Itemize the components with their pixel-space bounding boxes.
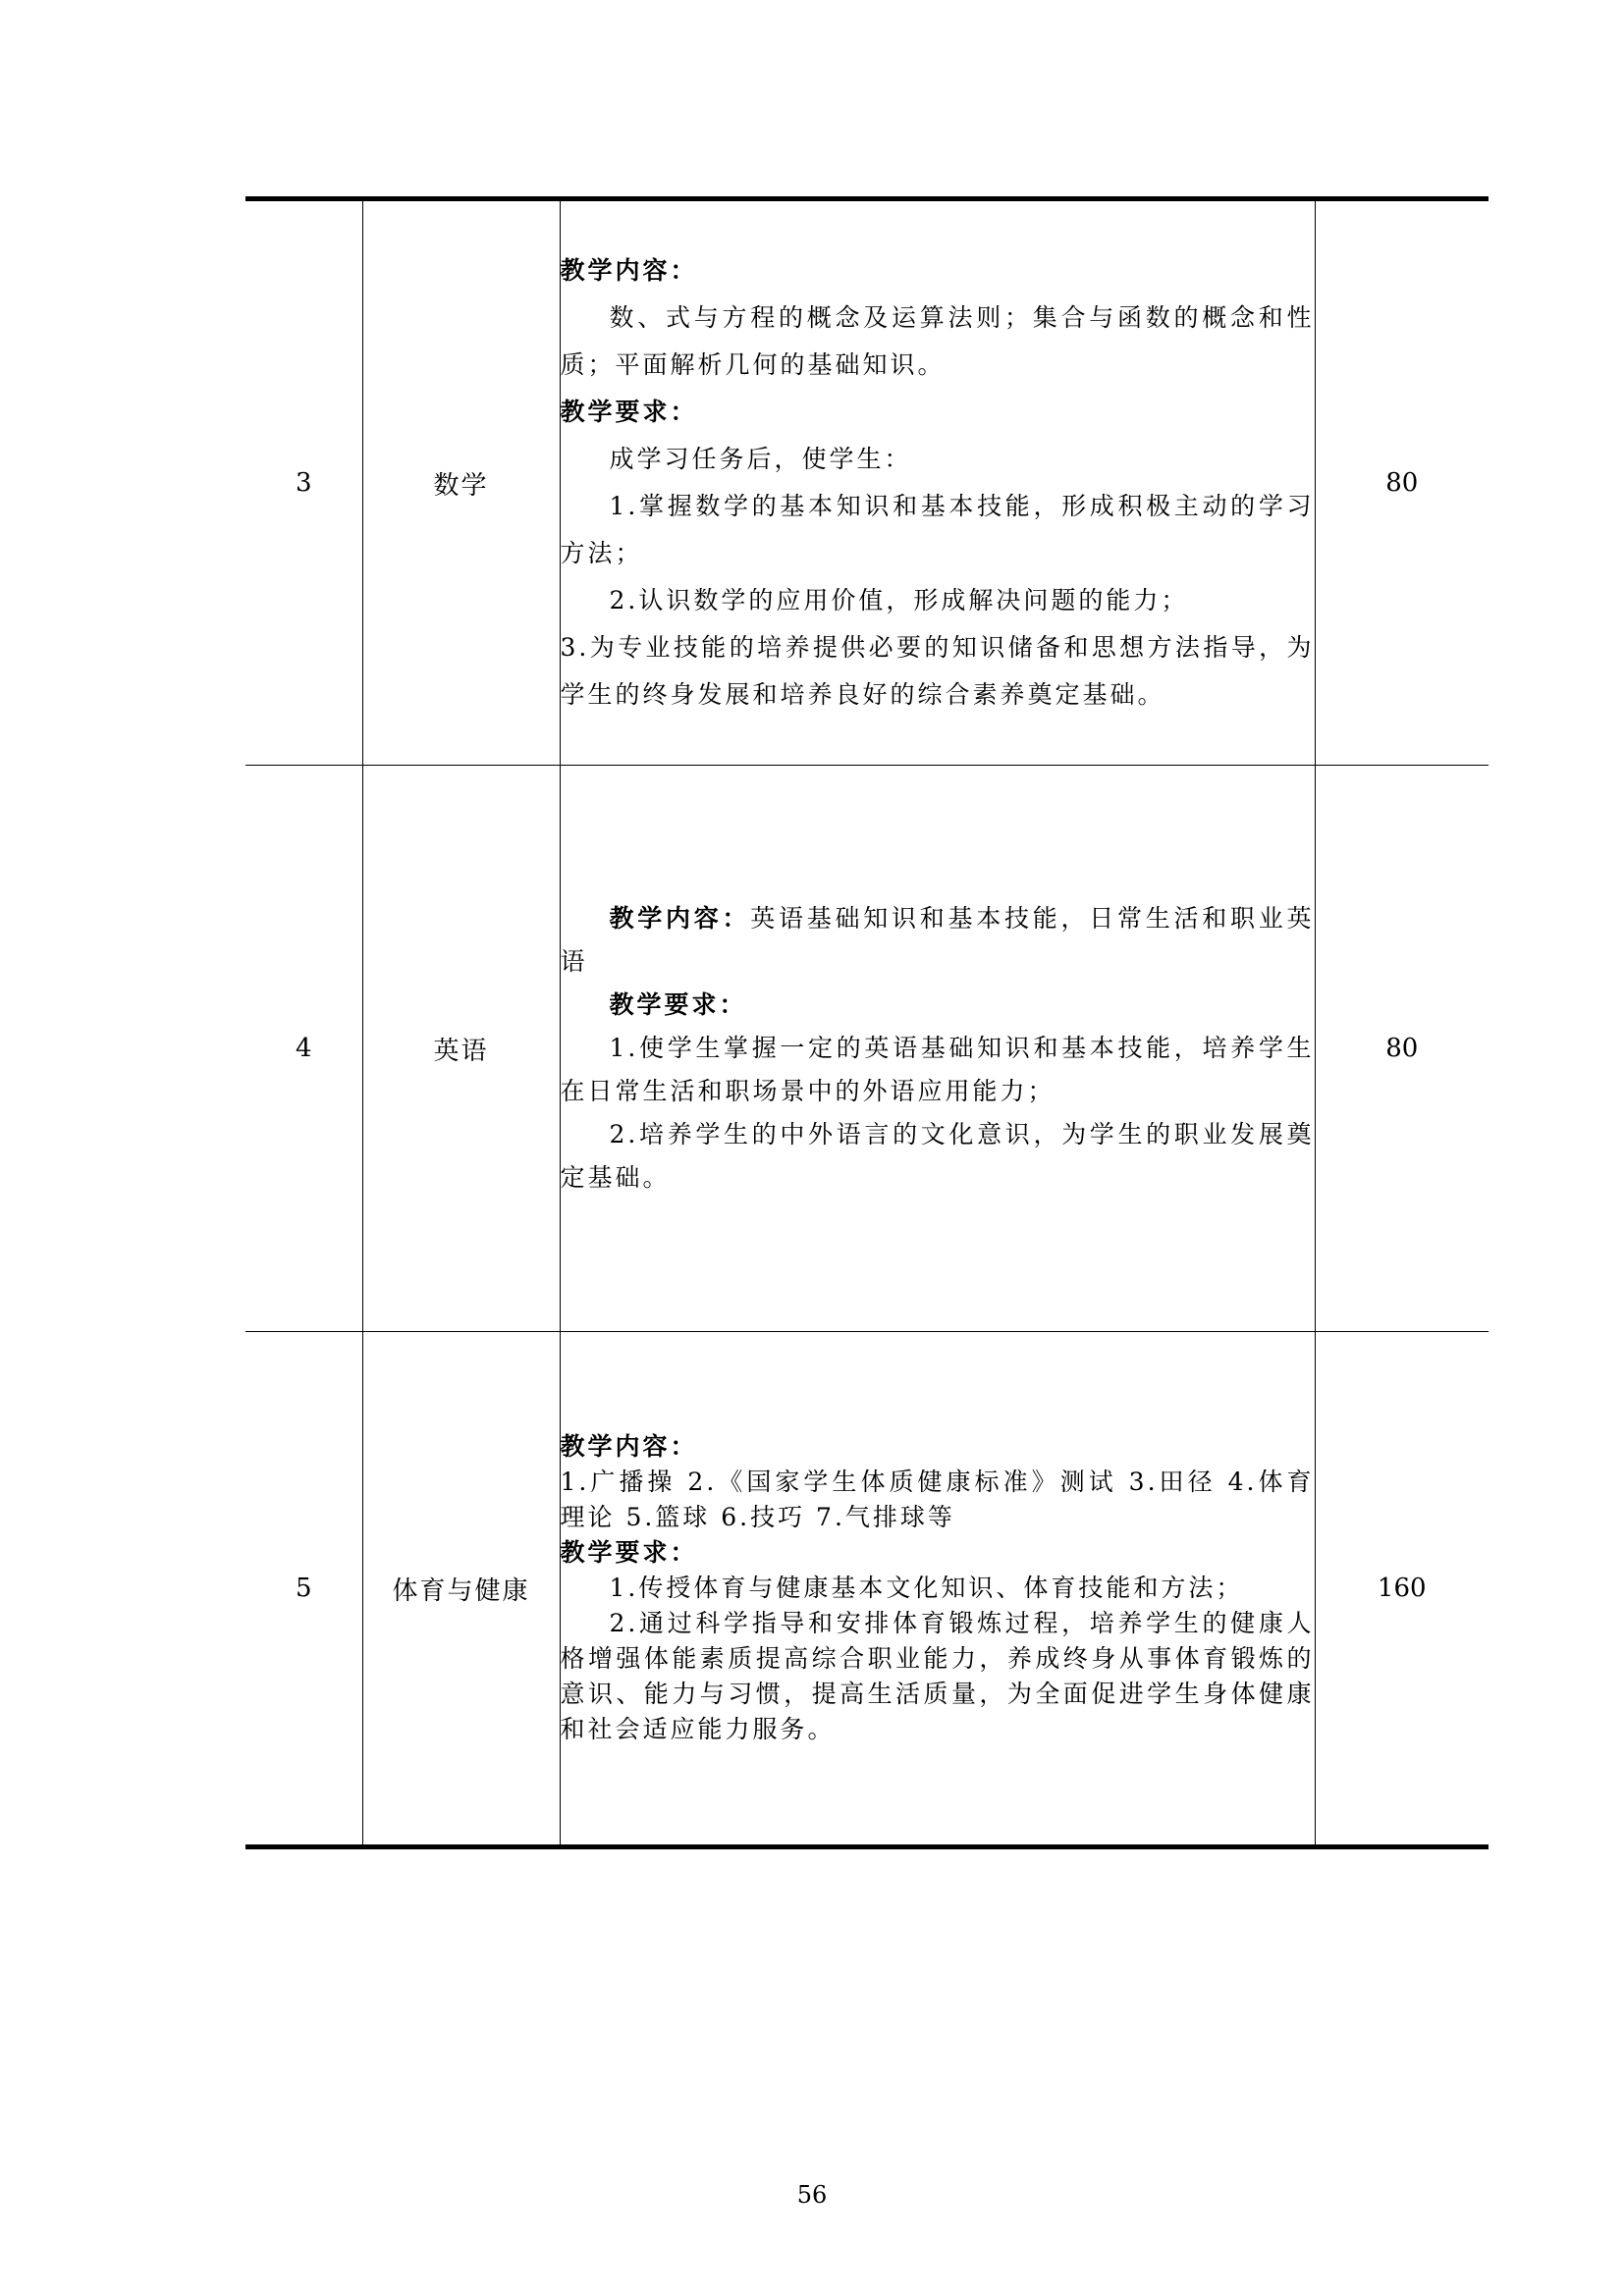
- content-text: 数、式与方程的概念及运算法则；集合与函数的概念和性质；平面解析几何的基础知识。: [560, 303, 1315, 379]
- content-heading: 教学内容：: [560, 1432, 698, 1461]
- course-hours: 80: [1315, 766, 1489, 1332]
- requirement-text: 3.为专业技能的培养提供必要的知识储备和思想方法指导，为学生的终身发展和培养良好的综合素养奠定基础。: [560, 633, 1315, 709]
- description-block: [561, 1429, 1315, 1747]
- requirement-text: 2.认识数学的应用价值，形成解决问题的能力；: [609, 586, 1189, 614]
- course-hours: 160: [1315, 1332, 1489, 1847]
- row-number: 4: [245, 766, 362, 1332]
- requirement-text: 2.通过科学指导和安排体育锻炼过程，培养学生的健康人格增强体能素质提高综合职业能力，养成终身从事体育锻炼的意识、能力与习惯，提高生活质量，为全面促进学生身体健康和社会适应能力服务。: [560, 1609, 1315, 1743]
- description-block: [561, 897, 1315, 1200]
- requirement-text: 1.传授体育与健康基本文化知识、体育技能和方法；: [609, 1574, 1244, 1602]
- requirement-heading: 教学要求：: [560, 1538, 698, 1567]
- requirement-heading: 教学要求：: [609, 990, 747, 1019]
- course-description: [560, 766, 1315, 1332]
- content-heading: 教学内容：: [560, 256, 698, 285]
- content-text: 英语基础知识和基本技能，日常生活和职业英语: [560, 904, 1315, 976]
- requirement-text: 1.使学生掌握一定的英语基础知识和基本技能，培养学生在日常生活和职场景中的外语应用能力；: [560, 1034, 1315, 1105]
- course-table: [245, 196, 1489, 1849]
- row-number: 3: [245, 199, 362, 766]
- course-description: [560, 1332, 1315, 1847]
- description-block: [561, 247, 1315, 719]
- page-number: 56: [796, 2181, 828, 2209]
- requirement-text: 1.掌握数学的基本知识和基本技能，形成积极主动的学习方法；: [560, 492, 1315, 567]
- table-row: [245, 1332, 1489, 1847]
- table-row: [245, 766, 1489, 1332]
- course-description: [560, 199, 1315, 766]
- table-row: [245, 199, 1489, 766]
- course-name: 英语: [362, 766, 560, 1332]
- course-name: 体育与健康: [362, 1332, 560, 1847]
- content-text: 1.广播操 2.《国家学生体质健康标准》测试 3.田径 4.体育理论 5.篮球 6.技巧 7.气排球等: [560, 1468, 1315, 1531]
- content-paragraph: [561, 897, 1315, 984]
- course-hours: 80: [1315, 199, 1489, 766]
- requirement-text: 2.培养学生的中外语言的文化意识，为学生的职业发展奠定基础。: [560, 1120, 1315, 1192]
- course-name: 数学: [362, 199, 560, 766]
- requirement-text: 成学习任务后，使学生：: [609, 445, 912, 473]
- row-number: 5: [245, 1332, 362, 1847]
- content-heading: 教学内容：: [609, 904, 751, 933]
- requirement-heading: 教学要求：: [560, 398, 698, 426]
